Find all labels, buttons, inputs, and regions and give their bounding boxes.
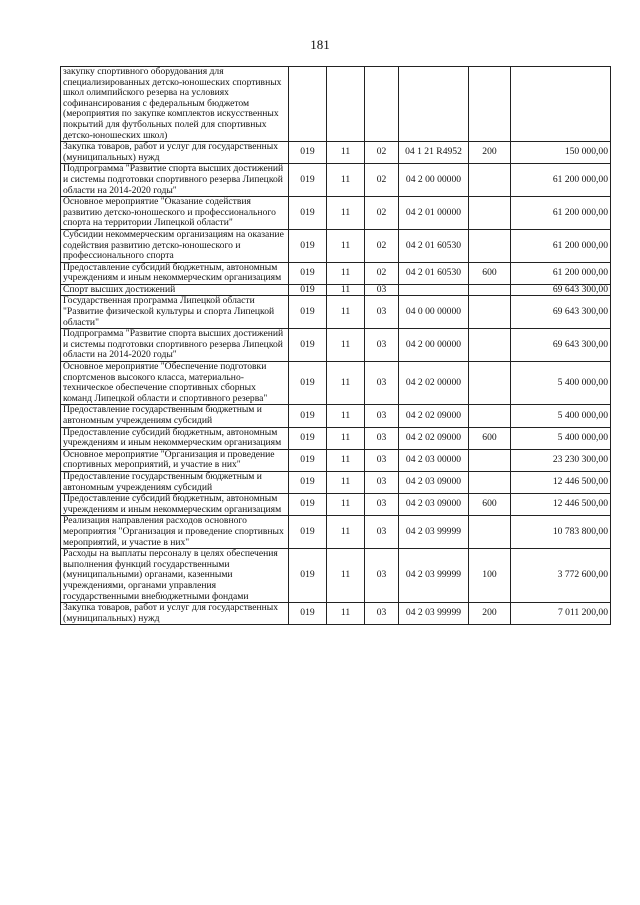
row-subsection-cell bbox=[365, 67, 399, 142]
row-section-cell: 11 bbox=[327, 229, 365, 262]
table-row bbox=[61, 427, 611, 449]
row-admin-code-cell: 019 bbox=[289, 142, 327, 164]
row-name-cell: Подпрограмма "Развитие спорта высших достижений и системы подготовки спортивного резерва Липецкой области на 2014-2020 годы" bbox=[61, 164, 289, 197]
row-target-article-cell: 04 2 02 00000 bbox=[399, 362, 469, 405]
table-row bbox=[61, 262, 611, 284]
row-admin-code-cell bbox=[289, 67, 327, 142]
row-section-cell: 11 bbox=[327, 549, 365, 603]
row-section-cell: 11 bbox=[327, 603, 365, 625]
row-subsection-cell: 03 bbox=[365, 549, 399, 603]
row-amount-cell: 69 643 300,00 bbox=[511, 329, 611, 362]
row-admin-code-cell: 019 bbox=[289, 405, 327, 427]
row-name-cell: Государственная программа Липецкой области "Развитие физической культуры и спорта Липецкой области" bbox=[61, 296, 289, 329]
row-name-cell: закупку спортивного оборудования для специализированных детско-юношеских спортивных школ олимпийского резерва на условиях софинансирования с федеральным бюджетом (мероприятия по закупке комплектов искусственных покрытий для футбольных полей для спортивных детско-юношеских школ) bbox=[61, 67, 289, 142]
row-target-article-cell: 04 0 00 00000 bbox=[399, 296, 469, 329]
table-row bbox=[61, 197, 611, 230]
row-subsection-cell: 02 bbox=[365, 229, 399, 262]
row-expense-type-cell bbox=[469, 471, 511, 493]
row-admin-code-cell: 019 bbox=[289, 494, 327, 516]
row-subsection-cell: 03 bbox=[365, 329, 399, 362]
row-section-cell: 11 bbox=[327, 494, 365, 516]
row-expense-type-cell bbox=[469, 449, 511, 471]
row-target-article-cell: 04 2 01 60530 bbox=[399, 229, 469, 262]
row-subsection-cell: 03 bbox=[365, 405, 399, 427]
row-subsection-cell: 02 bbox=[365, 197, 399, 230]
row-expense-type-cell bbox=[469, 229, 511, 262]
row-name-cell: Предоставление государственным бюджетным и автономным учреждениям субсидий bbox=[61, 471, 289, 493]
row-expense-type-cell bbox=[469, 362, 511, 405]
row-admin-code-cell: 019 bbox=[289, 197, 327, 230]
row-section-cell: 11 bbox=[327, 449, 365, 471]
row-name-cell: Предоставление субсидий бюджетным, автономным учреждениям и иным некоммерческим организациям bbox=[61, 494, 289, 516]
row-subsection-cell: 02 bbox=[365, 164, 399, 197]
row-name-cell: Закупка товаров, работ и услуг для государственных (муниципальных) нужд bbox=[61, 603, 289, 625]
row-section-cell: 11 bbox=[327, 516, 365, 549]
row-target-article-cell: 04 2 01 60530 bbox=[399, 262, 469, 284]
row-amount-cell: 61 200 000,00 bbox=[511, 262, 611, 284]
row-expense-type-cell bbox=[469, 516, 511, 549]
row-admin-code-cell: 019 bbox=[289, 427, 327, 449]
row-amount-cell: 61 200 000,00 bbox=[511, 229, 611, 262]
row-subsection-cell: 02 bbox=[365, 142, 399, 164]
row-subsection-cell: 03 bbox=[365, 427, 399, 449]
row-expense-type-cell: 600 bbox=[469, 427, 511, 449]
row-target-article-cell: 04 2 03 99999 bbox=[399, 603, 469, 625]
table-row bbox=[61, 67, 611, 142]
row-section-cell: 11 bbox=[327, 164, 365, 197]
row-subsection-cell: 03 bbox=[365, 494, 399, 516]
row-name-cell: Основное мероприятие "Организация и проведение спортивных мероприятий, и участие в них" bbox=[61, 449, 289, 471]
row-amount-cell: 12 446 500,00 bbox=[511, 494, 611, 516]
row-target-article-cell: 04 2 02 09000 bbox=[399, 427, 469, 449]
row-admin-code-cell: 019 bbox=[289, 516, 327, 549]
row-admin-code-cell: 019 bbox=[289, 603, 327, 625]
table-row bbox=[61, 449, 611, 471]
row-target-article-cell bbox=[399, 67, 469, 142]
row-expense-type-cell bbox=[469, 197, 511, 230]
row-amount-cell: 3 772 600,00 bbox=[511, 549, 611, 603]
row-expense-type-cell: 200 bbox=[469, 142, 511, 164]
row-target-article-cell: 04 2 00 00000 bbox=[399, 164, 469, 197]
row-name-cell: Предоставление субсидий бюджетным, автономным учреждениям и иным некоммерческим организациям bbox=[61, 427, 289, 449]
row-amount-cell: 12 446 500,00 bbox=[511, 471, 611, 493]
row-section-cell: 11 bbox=[327, 405, 365, 427]
row-section-cell: 11 bbox=[327, 471, 365, 493]
row-section-cell: 11 bbox=[327, 197, 365, 230]
row-amount-cell bbox=[511, 67, 611, 142]
row-name-cell: Закупка товаров, работ и услуг для государственных (муниципальных) нужд bbox=[61, 142, 289, 164]
row-admin-code-cell: 019 bbox=[289, 549, 327, 603]
row-amount-cell: 10 783 800,00 bbox=[511, 516, 611, 549]
row-target-article-cell: 04 2 00 00000 bbox=[399, 329, 469, 362]
row-amount-cell: 23 230 300,00 bbox=[511, 449, 611, 471]
row-name-cell: Спорт высших достижений bbox=[61, 284, 289, 296]
row-admin-code-cell: 019 bbox=[289, 164, 327, 197]
row-subsection-cell: 03 bbox=[365, 471, 399, 493]
row-target-article-cell: 04 2 03 99999 bbox=[399, 516, 469, 549]
row-admin-code-cell: 019 bbox=[289, 329, 327, 362]
row-amount-cell: 5 400 000,00 bbox=[511, 427, 611, 449]
table-row bbox=[61, 405, 611, 427]
row-target-article-cell: 04 2 02 09000 bbox=[399, 405, 469, 427]
row-admin-code-cell: 019 bbox=[289, 362, 327, 405]
row-section-cell: 11 bbox=[327, 284, 365, 296]
row-target-article-cell: 04 2 03 09000 bbox=[399, 494, 469, 516]
table-row bbox=[61, 362, 611, 405]
row-admin-code-cell: 019 bbox=[289, 262, 327, 284]
table-row bbox=[61, 494, 611, 516]
table-row bbox=[61, 296, 611, 329]
row-expense-type-cell bbox=[469, 67, 511, 142]
row-admin-code-cell: 019 bbox=[289, 471, 327, 493]
row-section-cell: 11 bbox=[327, 362, 365, 405]
budget-table bbox=[60, 66, 611, 625]
row-section-cell: 11 bbox=[327, 142, 365, 164]
row-target-article-cell: 04 2 03 99999 bbox=[399, 549, 469, 603]
row-name-cell: Основное мероприятие "Обеспечение подготовки спортсменов высокого класса, материально-техническое обеспечение спортивных сборных команд Липецкой области и спортивного резерва" bbox=[61, 362, 289, 405]
row-name-cell: Предоставление государственным бюджетным и автономным учреждениям субсидий bbox=[61, 405, 289, 427]
row-expense-type-cell: 200 bbox=[469, 603, 511, 625]
row-amount-cell: 61 200 000,00 bbox=[511, 197, 611, 230]
row-amount-cell: 69 643 300,00 bbox=[511, 284, 611, 296]
row-name-cell: Предоставление субсидий бюджетным, автономным учреждениям и иным некоммерческим организациям bbox=[61, 262, 289, 284]
row-section-cell: 11 bbox=[327, 262, 365, 284]
row-name-cell: Подпрограмма "Развитие спорта высших достижений и системы подготовки спортивного резерва Липецкой области на 2014-2020 годы" bbox=[61, 329, 289, 362]
budget-table-body bbox=[61, 67, 611, 625]
row-section-cell: 11 bbox=[327, 329, 365, 362]
row-section-cell: 11 bbox=[327, 296, 365, 329]
row-admin-code-cell: 019 bbox=[289, 296, 327, 329]
row-name-cell: Субсидии некоммерческим организациям на оказание содействия развитию детско-юношеского и профессионального спорта bbox=[61, 229, 289, 262]
row-target-article-cell bbox=[399, 284, 469, 296]
row-subsection-cell: 02 bbox=[365, 262, 399, 284]
table-row bbox=[61, 329, 611, 362]
row-amount-cell: 5 400 000,00 bbox=[511, 405, 611, 427]
row-amount-cell: 69 643 300,00 bbox=[511, 296, 611, 329]
row-amount-cell: 61 200 000,00 bbox=[511, 164, 611, 197]
row-name-cell: Основное мероприятие "Оказание содействия развитию детско-юношеского и профессионального спорта на территории Липецкой области" bbox=[61, 197, 289, 230]
row-subsection-cell: 03 bbox=[365, 296, 399, 329]
table-row bbox=[61, 142, 611, 164]
row-admin-code-cell: 019 bbox=[289, 449, 327, 471]
table-row bbox=[61, 603, 611, 625]
row-admin-code-cell: 019 bbox=[289, 284, 327, 296]
page-number: 181 bbox=[310, 37, 330, 52]
row-subsection-cell: 03 bbox=[365, 516, 399, 549]
row-admin-code-cell: 019 bbox=[289, 229, 327, 262]
row-expense-type-cell: 600 bbox=[469, 494, 511, 516]
row-subsection-cell: 03 bbox=[365, 362, 399, 405]
row-name-cell: Реализация направления расходов основного мероприятия "Организация и проведение спортивных мероприятий, и участие в них" bbox=[61, 516, 289, 549]
row-target-article-cell: 04 2 01 00000 bbox=[399, 197, 469, 230]
row-expense-type-cell: 600 bbox=[469, 262, 511, 284]
row-section-cell: 11 bbox=[327, 427, 365, 449]
table-row bbox=[61, 284, 611, 296]
row-expense-type-cell bbox=[469, 329, 511, 362]
row-expense-type-cell: 100 bbox=[469, 549, 511, 603]
row-expense-type-cell bbox=[469, 164, 511, 197]
row-expense-type-cell bbox=[469, 284, 511, 296]
row-subsection-cell: 03 bbox=[365, 603, 399, 625]
row-target-article-cell: 04 1 21 R4952 bbox=[399, 142, 469, 164]
row-expense-type-cell bbox=[469, 405, 511, 427]
table-row bbox=[61, 164, 611, 197]
row-amount-cell: 7 011 200,00 bbox=[511, 603, 611, 625]
row-name-cell: Расходы на выплаты персоналу в целях обеспечения выполнения функций государственными (муниципальными) органами, казенными учреждениями, органами управления государственными внебюджетными фондами bbox=[61, 549, 289, 603]
table-row bbox=[61, 229, 611, 262]
table-row bbox=[61, 471, 611, 493]
row-subsection-cell: 03 bbox=[365, 449, 399, 471]
table-row bbox=[61, 549, 611, 603]
row-target-article-cell: 04 2 03 00000 bbox=[399, 449, 469, 471]
row-amount-cell: 5 400 000,00 bbox=[511, 362, 611, 405]
row-target-article-cell: 04 2 03 09000 bbox=[399, 471, 469, 493]
row-section-cell bbox=[327, 67, 365, 142]
row-subsection-cell: 03 bbox=[365, 284, 399, 296]
row-expense-type-cell bbox=[469, 296, 511, 329]
table-row bbox=[61, 516, 611, 549]
row-amount-cell: 150 000,00 bbox=[511, 142, 611, 164]
